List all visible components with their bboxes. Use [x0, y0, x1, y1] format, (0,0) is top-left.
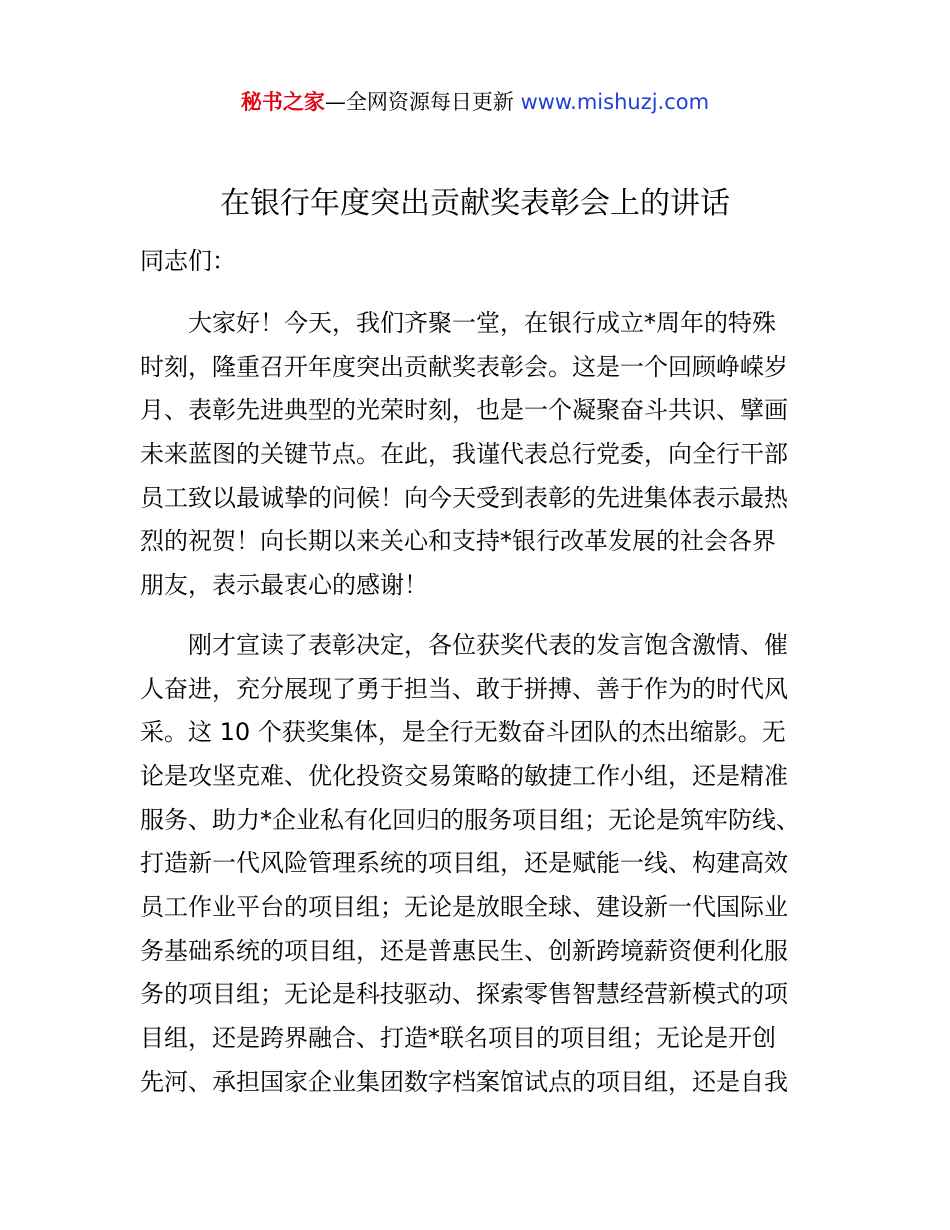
paragraph-line: 月、表彰先进典型的光荣时刻，也是一个凝聚奋斗共识、擘画	[140, 396, 788, 425]
salutation: 同志们：	[140, 247, 236, 275]
paragraph-line: 论是攻坚克难、优化投资交易策略的敏捷工作小组，还是精准	[140, 761, 788, 790]
paragraph-line: 刚才宣读了表彰决定，各位获奖代表的发言饱含激情、催	[188, 630, 788, 659]
site-tagline: —全网资源每日更新	[324, 90, 521, 114]
paragraph-1	[140, 302, 832, 608]
site-url[interactable]: www.mishuzj.com	[520, 90, 710, 114]
paragraph-line: 员工致以最诚挚的问候！向今天受到表彰的先进集体表示最热	[140, 483, 788, 512]
paragraph-line: 务的项目组；无论是科技驱动、探索零售智慧经营新模式的项	[140, 980, 788, 1009]
paragraph-line: 烈的祝贺！向长期以来关心和支持*银行改革发展的社会各界	[140, 527, 776, 556]
document-body	[140, 242, 832, 1104]
document-title: 在银行年度突出贡献奖表彰会上的讲话	[220, 186, 730, 221]
paragraph-line: 先河、承担国家企业集团数字档案馆试点的项目组，还是自我	[140, 1067, 788, 1096]
site-header	[0, 86, 950, 118]
paragraph-line: 服务、助力*企业私有化回归的服务项目组；无论是筑牢防线、	[140, 805, 800, 834]
site-brand: 秘书之家	[240, 90, 325, 114]
paragraph-line: 人奋进，充分展现了勇于担当、敢于拼搏、善于作为的时代风	[140, 674, 788, 703]
paragraph-line: 时刻，隆重召开年度突出贡献奖表彰会。这是一个回顾峥嵘岁	[140, 352, 788, 381]
paragraph-line: 员工作业平台的项目组；无论是放眼全球、建设新一代国际业	[140, 892, 788, 921]
paragraph-line: 大家好！今天，我们齐聚一堂，在银行成立*周年的特殊	[188, 309, 776, 337]
paragraph-line: 务基础系统的项目组，还是普惠民生、创新跨境薪资便利化服	[140, 936, 788, 965]
paragraph-2	[140, 624, 832, 1105]
paragraph-line: 目组，还是跨界融合、打造*联名项目的项目组；无论是开创	[140, 1024, 776, 1052]
paragraph-line: 采。这 10 个获奖集体，是全行无数奋斗团队的杰出缩影。无	[140, 718, 786, 747]
paragraph-line: 未来蓝图的关键节点。在此，我谨代表总行党委，向全行干部	[140, 440, 788, 469]
paragraph-line: 朋友，表示最衷心的感谢！	[140, 571, 428, 600]
paragraph-line: 打造新一代风险管理系统的项目组，还是赋能一线、构建高效	[140, 849, 788, 878]
